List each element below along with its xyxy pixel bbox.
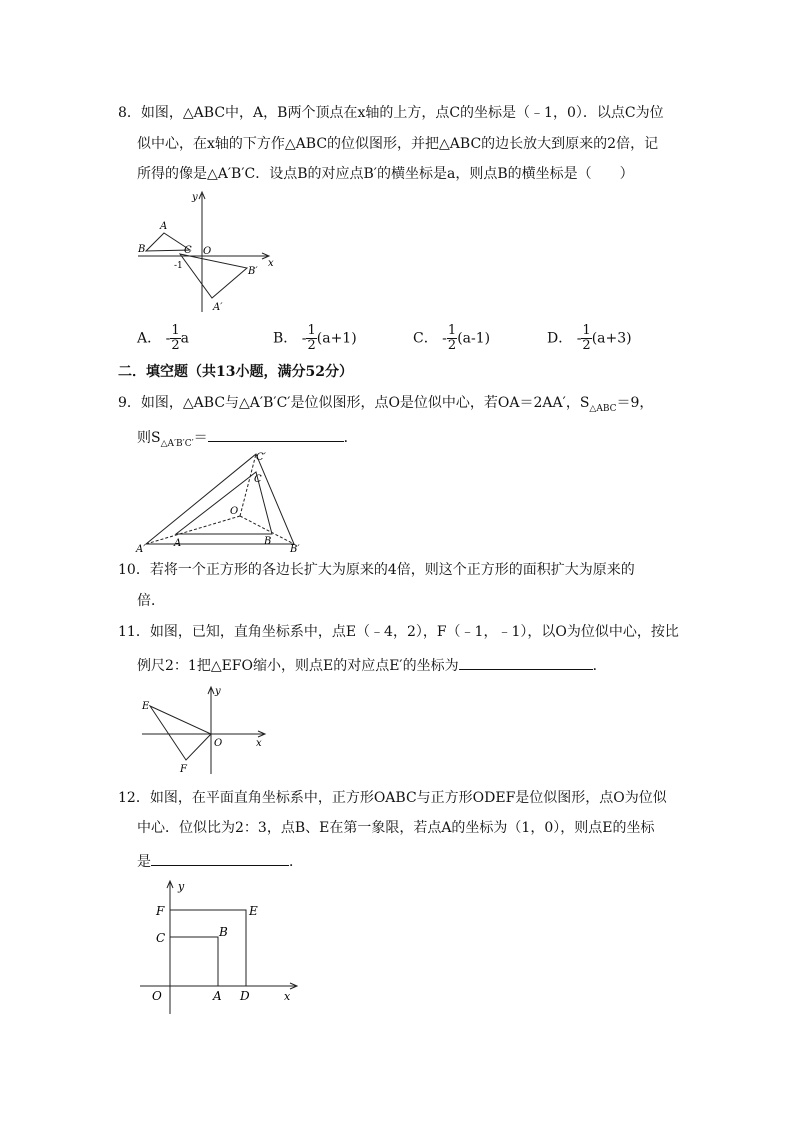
q11-answer-blank[interactable]	[459, 653, 593, 670]
q10-line1: 10．若将一个正方形的各边长扩大为原来的4倍，则这个正方形的面积扩大为原来的	[118, 562, 635, 578]
q8-line2: 似中心，在x轴的下方作△ABC的位似图形，并把△ABC的边长放大到原来的2倍，记	[137, 136, 659, 152]
q9-answer-blank[interactable]	[208, 425, 344, 442]
q9-figure	[132, 448, 308, 556]
q12-figure	[138, 878, 298, 1018]
q10-line2: 倍．	[137, 593, 165, 609]
q11-label-E: E	[142, 701, 150, 712]
q8-label-m1: -1	[174, 261, 183, 271]
q8-option-c[interactable]: C． - $\frac{1}{2}$ (a-1)	[413, 323, 491, 353]
q9-label-B: B	[264, 536, 272, 547]
q11-line1: 11．如图，已知，直角坐标系中，点E（﹣4，2），F（﹣1，﹣1），以O为位似中心，按比	[118, 624, 679, 640]
q12-line3: 是 ．	[137, 849, 303, 872]
q8-label-A: A	[160, 221, 168, 232]
q12-line2: 中心．位似比为2：3，点B、E在第一象限，若点A的坐标为（1，0），则点E的坐标	[137, 820, 655, 836]
q12-label-C: C	[156, 931, 166, 945]
q8-line3: 所得的像是△A′B′C．设点B的对应点B′的横坐标是a，则点B的横坐标是（ ）	[137, 166, 634, 182]
q9-line1: 9．如图，△ABC与△A′B′C′是位似图形，点O是位似中心，若OA＝2AA′，$S_{\triangle ABC}=9$，	[118, 395, 654, 414]
q9-label-Ap: A′	[136, 544, 146, 555]
q11-figure	[138, 682, 268, 776]
q8-option-d[interactable]: D． - $\frac{1}{2}$ (a+3)	[547, 323, 632, 353]
q11-line2: 例尺2：1把△EFO缩小，则点E的对应点E′的坐标为 ．	[137, 653, 607, 676]
q8-option-a[interactable]: A． - $\frac{1}{2}$ a	[137, 323, 189, 353]
q12-line1: 12．如图，在平面直角坐标系中，正方形OABC与正方形ODEF是位似图形，点O为位似	[118, 790, 667, 806]
q9-label-Bp: B′	[290, 544, 300, 555]
q8-figure	[130, 188, 280, 316]
q12-label-x: x	[284, 990, 291, 1003]
q9-label-O: O	[230, 506, 239, 517]
q9-label-C: C	[254, 474, 262, 485]
q11-label-F: F	[180, 764, 187, 775]
q9-label-Cp: C′	[256, 452, 266, 463]
q8-label-B: B	[138, 244, 146, 255]
section-title-fill-blank: 二．填空题（共13小题，满分52分）	[118, 364, 353, 380]
q8-label-Bp: B′	[248, 266, 258, 277]
q12-label-A: A	[213, 989, 222, 1003]
q12-label-O: O	[152, 989, 162, 1003]
q12-label-B: B	[219, 925, 228, 939]
q12-label-F: F	[156, 904, 165, 918]
q8-label-O: O	[203, 246, 212, 257]
q8-line1: 8．如图，△ABC中，A，B两个顶点在x轴的上方，点C的坐标是（﹣1，0）．以点C为位	[118, 105, 664, 121]
q8-option-b[interactable]: B． - $\frac{1}{2}$ (a+1)	[273, 323, 357, 353]
q12-label-E: E	[249, 904, 258, 918]
q11-label-x: x	[256, 738, 262, 749]
q12-answer-blank[interactable]	[151, 849, 289, 866]
q12-label-D: D	[240, 989, 250, 1003]
q11-label-O: O	[214, 738, 223, 749]
q12-label-y: y	[178, 880, 185, 893]
q9-line2: 则$S_{\triangle A'B'C'}=$ ．	[137, 425, 358, 454]
q9-label-A: A	[174, 538, 182, 549]
q11-label-y: y	[215, 686, 221, 697]
q8-label-C: C	[184, 245, 192, 256]
q8-label-Ap: A′	[213, 302, 223, 313]
q8-label-x: x	[268, 258, 274, 269]
q8-label-y: y	[192, 192, 198, 203]
